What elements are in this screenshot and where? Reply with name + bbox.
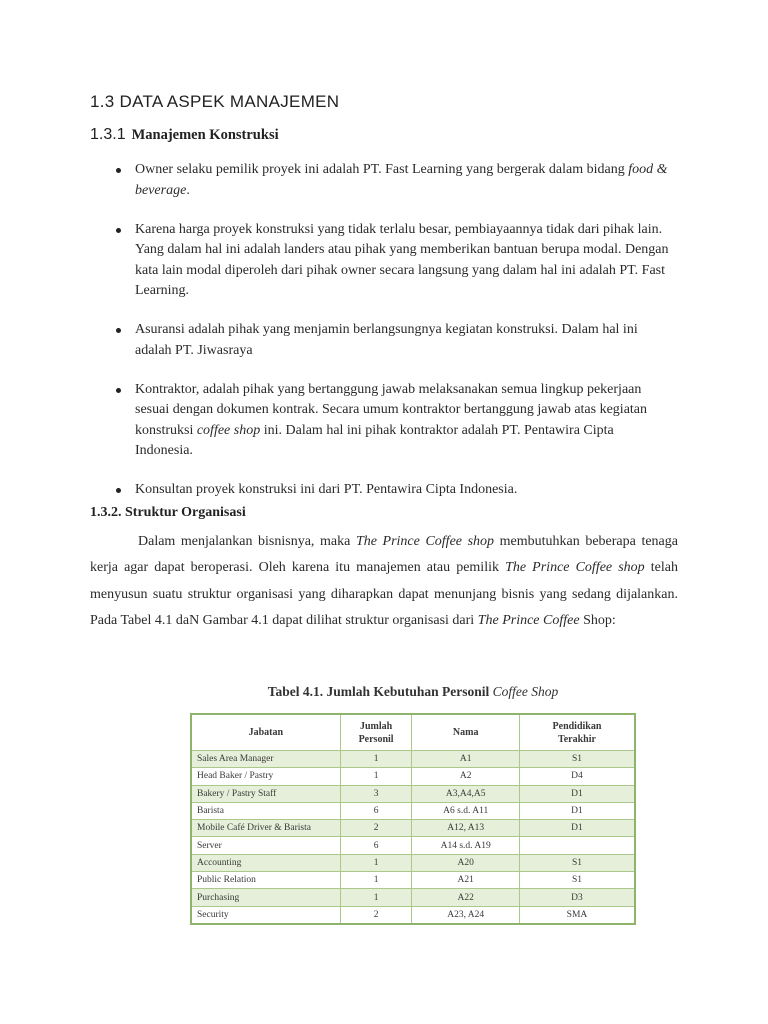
section-heading-1-3-1	[90, 126, 279, 144]
section-heading-1-3-2: 1.3.2. Struktur Organisasi	[90, 505, 246, 520]
table-row	[191, 906, 635, 924]
list-item: Karena harga proyek konstruksi yang tidak terlalu besar, pembiayaannya tidak dari pihak lain. Yang dalam hal ini adalah landers atau pihak yang memberikan bantuan berupa modal. Dengan kata lain modal diperoleh dari pihak owner secara langsung yang dalam hal ini adalah PT. Fast Learning.	[113, 220, 673, 302]
table-cell: D1	[519, 785, 635, 802]
table-row	[191, 837, 635, 854]
bullet-icon	[116, 488, 121, 493]
table-cell: D1	[519, 802, 635, 819]
table-row	[191, 872, 635, 889]
table-caption: Tabel 4.1. Jumlah Kebutuhan Personil Coffee Shop	[267, 684, 559, 699]
table-cell: A1	[412, 751, 520, 768]
table-cell: D4	[519, 768, 635, 785]
list-item: Owner selaku pemilik proyek ini adalah PT. Fast Learning yang bergerak dalam bidang food & beverage.	[113, 160, 673, 201]
table-cell: A6 s.d. A11	[412, 802, 520, 819]
table-cell: A22	[412, 889, 520, 906]
bullet-list	[113, 160, 673, 519]
table-cell: Barista	[191, 802, 340, 819]
table-cell: S1	[519, 854, 635, 871]
table-row	[191, 751, 635, 768]
table-cell: SMA	[519, 906, 635, 924]
table-cell: A21	[412, 872, 520, 889]
section-heading-1-3: 1.3 DATA ASPEK MANAJEMEN	[90, 92, 340, 111]
table-cell: D1	[519, 820, 635, 837]
list-item: Kontraktor, adalah pihak yang bertanggung jawab melaksanakan semua lingkup pekerjaan sesuai dengan dokumen kontrak. Secara umum kontraktor bertanggung jawab atas kegiatan konstruksi coffee shop ini. Dalam hal ini pihak kontraktor adalah PT. Pentawira Cipta Indonesia.	[113, 380, 673, 462]
header-jumlah-personil: Jumlah Personil	[340, 714, 412, 751]
table-cell: S1	[519, 751, 635, 768]
table-cell: 1	[340, 872, 412, 889]
bullet-icon	[116, 228, 121, 233]
table-cell	[519, 837, 635, 854]
table-row	[191, 785, 635, 802]
table-body	[191, 751, 635, 924]
table-cell: 2	[340, 820, 412, 837]
table-cell: Sales Area Manager	[191, 751, 340, 768]
table-cell: 6	[340, 837, 412, 854]
table-cell: Public Relation	[191, 872, 340, 889]
table-cell: A2	[412, 768, 520, 785]
personnel-table	[190, 713, 636, 925]
table-cell: Accounting	[191, 854, 340, 871]
table-cell: 1	[340, 889, 412, 906]
header-jabatan: Jabatan	[191, 714, 340, 751]
bullet-icon	[116, 328, 121, 333]
list-item: Konsultan proyek konstruksi ini dari PT. Pentawira Cipta Indonesia.	[113, 480, 673, 501]
table-cell: Mobile Café Driver & Barista	[191, 820, 340, 837]
table-row	[191, 802, 635, 819]
table-cell: 2	[340, 906, 412, 924]
table-cell: A14 s.d. A19	[412, 837, 520, 854]
table-row	[191, 854, 635, 871]
list-item: Asuransi adalah pihak yang menjamin berlangsungnya kegiatan konstruksi. Dalam hal ini adalah PT. Jiwasraya	[113, 320, 673, 361]
header-nama: Nama	[412, 714, 520, 751]
bullet-icon	[116, 168, 121, 173]
header-pendidikan-terakhir: Pendidikan Terakhir	[519, 714, 635, 751]
table-cell: Security	[191, 906, 340, 924]
table-cell: Head Baker / Pastry	[191, 768, 340, 785]
table-cell: Server	[191, 837, 340, 854]
table-cell: S1	[519, 872, 635, 889]
table-cell: A3,A4,A5	[412, 785, 520, 802]
table-cell: 1	[340, 751, 412, 768]
table-cell: A20	[412, 854, 520, 871]
section-title: Manajemen Konstruksi	[131, 127, 279, 143]
table-row	[191, 889, 635, 906]
bullet-icon	[116, 388, 121, 393]
table-row	[191, 820, 635, 837]
table-row	[191, 768, 635, 785]
table-cell: 3	[340, 785, 412, 802]
table-cell: 1	[340, 768, 412, 785]
table-cell: 1	[340, 854, 412, 871]
body-paragraph: Dalam menjalankan bisnisnya, maka The Prince Coffee shop membutuhkan beberapa tenaga kerja agar dapat beroperasi. Oleh karena itu manajemen atau pemilik The Prince Coffee shop telah menyusun suatu struktur organisasi yang diharapkan dapat menunjang bisnis yang sedang dijalankan. Pada Tabel 4.1 daN Gambar 4.1 dapat dilihat struktur organisasi dari The Prince Coffee Shop:	[90, 534, 678, 628]
table-header-row	[191, 714, 635, 751]
table-cell: A12, A13	[412, 820, 520, 837]
table-cell: A23, A24	[412, 906, 520, 924]
table-cell: 6	[340, 802, 412, 819]
section-number: 1.3.1	[90, 126, 126, 143]
table-cell: D3	[519, 889, 635, 906]
table-cell: Bakery / Pastry Staff	[191, 785, 340, 802]
table-cell: Purchasing	[191, 889, 340, 906]
